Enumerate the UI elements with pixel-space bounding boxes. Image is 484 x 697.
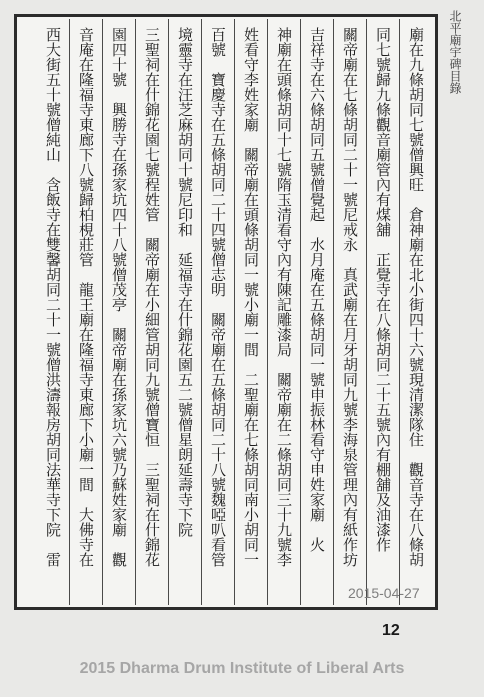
- date-stamp: 2015-04-27: [348, 585, 420, 601]
- text-column-11: [75, 27, 97, 602]
- text-column-1: [405, 27, 427, 602]
- text-column-3: [339, 27, 361, 602]
- column-text: 三聖祠在什錦花園七號程姓管 關帝廟在小細管胡同九號僧寶恒 三聖祠在什錦花: [143, 27, 161, 567]
- text-column-9: [141, 27, 163, 602]
- running-header: [440, 10, 470, 230]
- column-rule: [102, 19, 103, 605]
- column-text: 吉祥寺在六條胡同五號僧覺起 水月庵在五條胡同一號申振林看守申姓家廟 火: [308, 27, 326, 552]
- column-rule: [135, 19, 136, 605]
- text-column-12: [42, 27, 64, 602]
- column-rule: [168, 19, 169, 605]
- text-column-8: [174, 27, 196, 602]
- column-rule: [69, 19, 70, 605]
- text-column-4: [306, 27, 328, 602]
- column-text: 音庵在隆福寺東廊下八號歸柏梘莊管 龍王廟在隆福寺東廊下小廟一間 大佛寺在: [77, 27, 95, 567]
- text-column-2: [372, 27, 394, 602]
- column-rule: [300, 19, 301, 605]
- column-text: 園四十號 興勝寺在孫家坑四十八號僧茂亭 關帝廟在孫家坑六號乃蘇姓家廟 觀: [110, 27, 128, 567]
- column-rule: [366, 19, 367, 605]
- text-column-6: [240, 27, 262, 602]
- text-column-10: [108, 27, 130, 602]
- column-rule: [399, 19, 400, 605]
- column-text: 同七號歸九條觀音廟管內有煤舖 正覺寺在八條胡同二十五號內有棚舖及油漆作: [374, 27, 392, 552]
- column-rule: [267, 19, 268, 605]
- running-header-text: 北平廟宇碑目錄: [448, 10, 462, 94]
- page-number: 12: [382, 622, 400, 639]
- text-column-5: [273, 27, 295, 602]
- column-text: 廟在九條胡同七號僧興旺 倉神廟在北小街四十六號現清潔隊住 觀音寺在八條胡: [407, 27, 425, 567]
- column-text: 西大街五十號僧純山 含飯寺在雙馨胡同二十一號僧洪濤報房胡同法華寺下院 雷: [44, 27, 62, 567]
- column-rule: [234, 19, 235, 605]
- column-rule: [201, 19, 202, 605]
- column-text: 關帝廟在七條胡同二十一號尼戒永 真武廟在月牙胡同九號李海泉管理內有紙作坊: [341, 27, 359, 567]
- footer-credit: 2015 Dharma Drum Institute of Liberal Arts: [79, 660, 405, 677]
- column-text: 姓看守李姓家廟 關帝廟在頭條胡同一號小廟一間 二聖廟在七條胡同南小胡同一: [242, 27, 260, 567]
- column-text: 境靈寺在汪芝麻胡同十號尼印和 延福寺在什錦花園五二號僧星朗延壽寺下院: [176, 27, 194, 537]
- column-text: 百號 寶慶寺在五條胡同二十四號僧志明 關帝廟在五條胡同二十八號魏啞叭看管: [209, 27, 227, 567]
- text-frame: [14, 14, 438, 610]
- column-rule: [333, 19, 334, 605]
- text-column-7: [207, 27, 229, 602]
- column-text: 神廟在頭條胡同十七號隋玉清看守內有陳記雕漆局 關帝廟在二條胡同三十九號李: [275, 27, 293, 567]
